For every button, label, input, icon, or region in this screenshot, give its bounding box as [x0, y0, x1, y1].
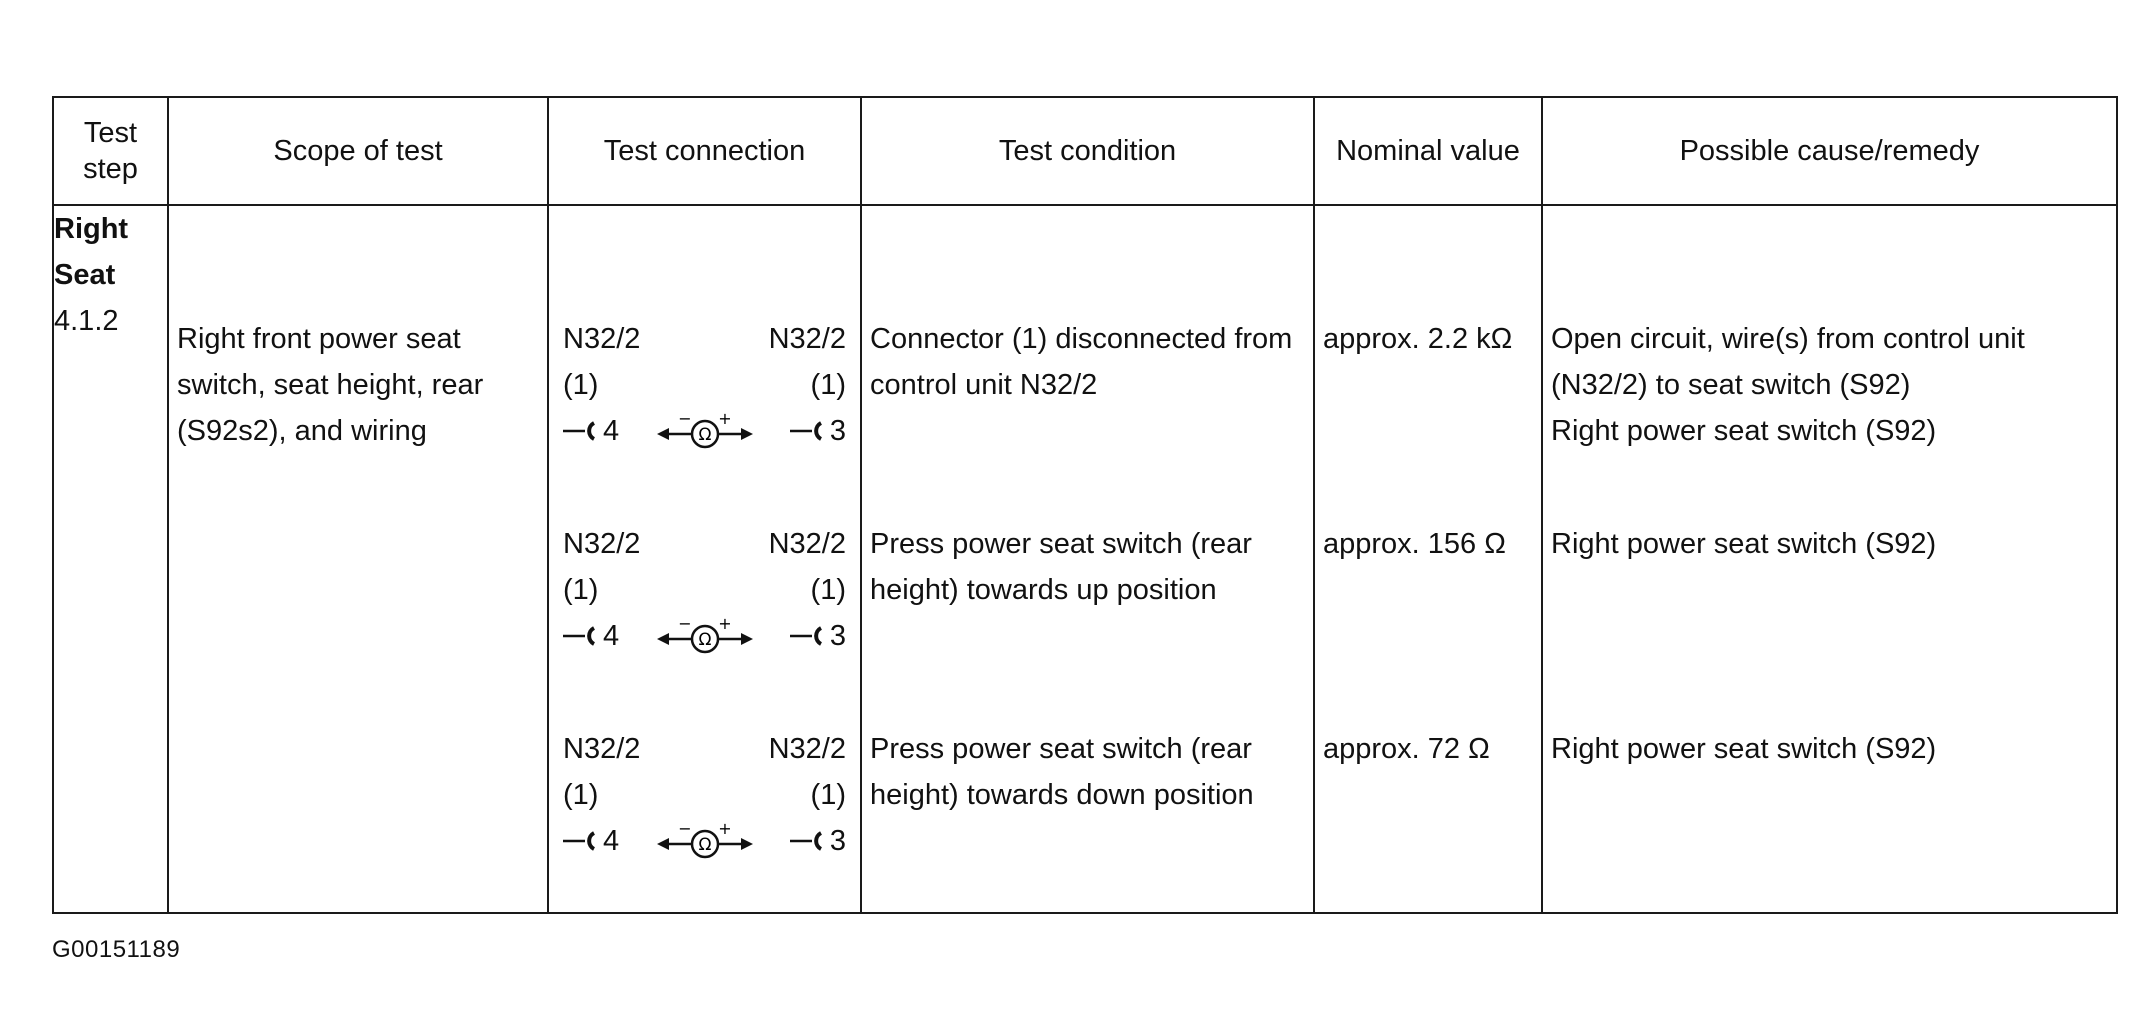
table-row — [53, 205, 2117, 913]
test-connection — [549, 521, 860, 726]
left-pin — [563, 818, 619, 864]
svg-text:−: − — [677, 411, 692, 428]
scope-text: Right front power seat switch, seat height, rear (S92s2), and wiring — [177, 323, 484, 447]
nominal-value: approx. 2.2 kΩ — [1323, 323, 1513, 355]
svg-text:−: − — [677, 821, 692, 838]
svg-text:Ω: Ω — [698, 835, 711, 855]
scope-cell — [168, 205, 548, 913]
connector-plug-icon — [563, 829, 597, 853]
possible-cause — [1543, 726, 2116, 896]
remedy-cell — [1542, 205, 2117, 913]
test-connection — [549, 316, 860, 521]
connection-cell — [548, 205, 861, 913]
ohmmeter-icon — [655, 411, 755, 451]
right-pin-number: 3 — [829, 415, 846, 447]
test-connection — [549, 726, 860, 896]
left-pin — [563, 408, 619, 454]
test-condition: Press power seat switch (rear height) towards down position — [870, 733, 1254, 811]
step-cell — [53, 205, 168, 913]
cause-item: Open circuit, wire(s) from control unit (N32/2) to seat switch (S92) — [1551, 323, 2025, 401]
connection-diagram — [557, 726, 852, 864]
svg-text:+: + — [717, 616, 732, 633]
header-connection: Test connection — [548, 97, 861, 205]
test-condition: Press power seat switch (rear height) towards up position — [870, 528, 1252, 606]
left-connector-label: (1) — [563, 369, 599, 401]
nominal-value: approx. 156 Ω — [1323, 528, 1506, 560]
test-table — [52, 96, 2118, 914]
connection-diagram — [557, 521, 852, 659]
left-pin-number: 4 — [603, 415, 620, 447]
header-remedy: Possible cause/remedy — [1542, 97, 2117, 205]
right-unit-label: N32/2 — [768, 528, 846, 560]
left-pin-number: 4 — [603, 620, 620, 652]
right-connector-label: (1) — [810, 369, 846, 401]
test-condition: Connector (1) disconnected from control unit N32/2 — [870, 323, 1293, 401]
right-pin-number: 3 — [829, 620, 846, 652]
nominal-cell — [1314, 205, 1542, 913]
right-connector-label: (1) — [810, 574, 846, 606]
connector-plug-icon — [563, 624, 597, 648]
header-test-step: Test step — [53, 97, 168, 205]
header-scope: Scope of test — [168, 97, 548, 205]
ohmmeter — [655, 408, 755, 454]
left-unit-label: N32/2 — [563, 528, 641, 560]
right-pin — [790, 818, 846, 864]
connector-plug-icon — [563, 419, 597, 443]
left-connector-label: (1) — [563, 779, 599, 811]
condition-cell — [861, 205, 1314, 913]
connection-diagram — [557, 316, 852, 454]
svg-text:Ω: Ω — [698, 425, 711, 445]
step-number: 4.1.2 — [54, 305, 119, 337]
header-row — [53, 97, 2117, 205]
cause-item: Right power seat switch (S92) — [1551, 415, 1937, 447]
right-connector-label: (1) — [810, 779, 846, 811]
ohmmeter — [655, 613, 755, 659]
left-unit-label: N32/2 — [563, 733, 641, 765]
left-connector-label: (1) — [563, 574, 599, 606]
left-unit-label: N32/2 — [563, 323, 641, 355]
figure-id: G00151189 — [52, 936, 181, 963]
ohmmeter — [655, 818, 755, 864]
svg-text:Ω: Ω — [698, 630, 711, 650]
left-pin-number: 4 — [603, 825, 620, 857]
ohmmeter-icon — [655, 616, 755, 656]
nominal-value: approx. 72 Ω — [1323, 733, 1490, 765]
possible-cause — [1543, 521, 2116, 726]
right-unit-label: N32/2 — [768, 323, 846, 355]
right-unit-label: N32/2 — [768, 733, 846, 765]
group-label: Right Seat — [54, 213, 129, 291]
svg-text:+: + — [717, 411, 732, 428]
connector-plug-icon — [790, 829, 824, 853]
right-pin-number: 3 — [829, 825, 846, 857]
header-nominal: Nominal value — [1314, 97, 1542, 205]
connector-plug-icon — [790, 419, 824, 443]
ohmmeter-icon — [655, 821, 755, 861]
svg-text:+: + — [717, 821, 732, 838]
possible-cause — [1543, 316, 2116, 521]
connector-plug-icon — [790, 624, 824, 648]
header-condition: Test condition — [861, 97, 1314, 205]
right-pin — [790, 613, 846, 659]
right-pin — [790, 408, 846, 454]
cause-item: Right power seat switch (S92) — [1551, 528, 1937, 560]
cause-item: Right power seat switch (S92) — [1551, 733, 1937, 765]
svg-text:−: − — [677, 616, 692, 633]
left-pin — [563, 613, 619, 659]
